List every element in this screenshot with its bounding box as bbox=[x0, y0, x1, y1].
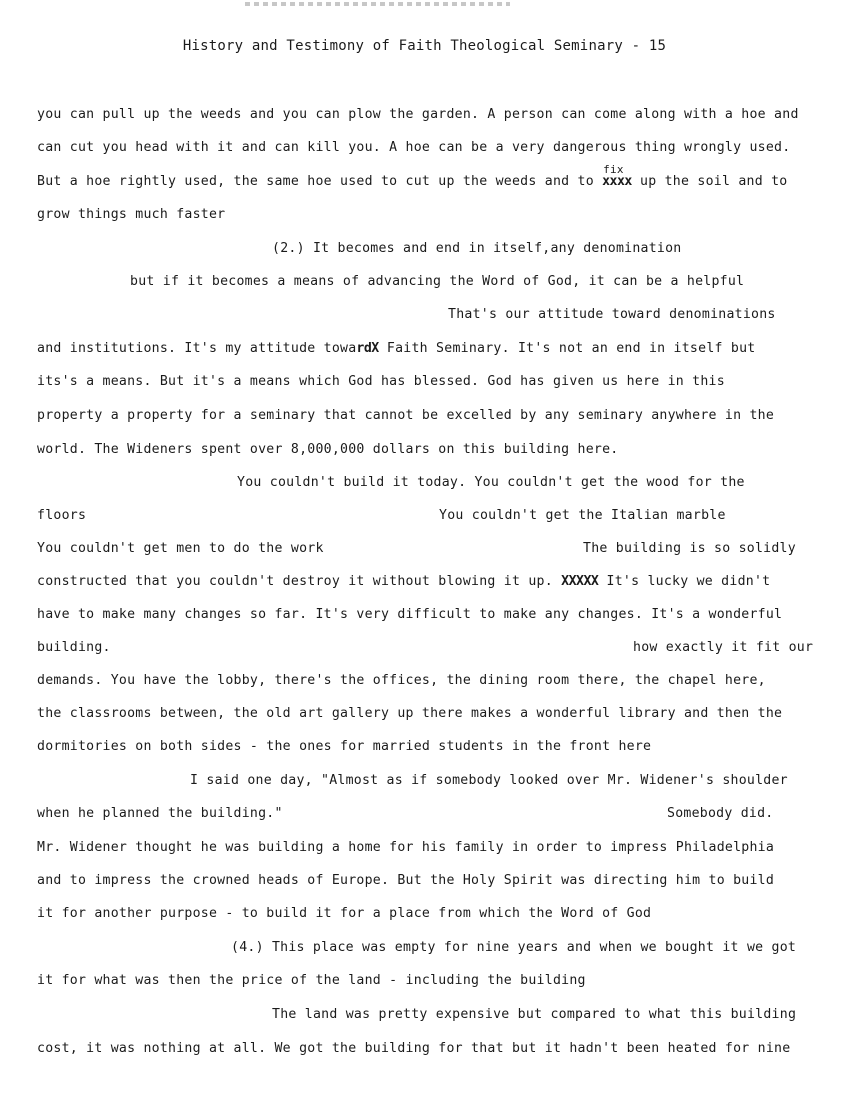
text-line: and to impress the crowned heads of Europe. But the Holy Spirit was directing him to build bbox=[37, 873, 775, 888]
text-line: (2.) It becomes and end in itself,any denomination bbox=[272, 241, 682, 256]
text-line: it for another purpose - to build it for a place from which the Word of God bbox=[37, 906, 652, 921]
text-segment: Faith Seminary. It's not an end in itself but bbox=[378, 341, 756, 356]
text-line: can cut you head with it and can kill you. A hoe can be a very dangerous thing wrongly used. bbox=[37, 140, 791, 155]
text-line: grow things much faster bbox=[37, 207, 226, 222]
text-line: world. The Wideners spent over 8,000,000 dollars on this building here. bbox=[37, 442, 619, 457]
handwritten-correction bbox=[602, 163, 632, 191]
text-line bbox=[37, 163, 788, 191]
text-segment: up the soil and to bbox=[631, 174, 788, 189]
text-line: Mr. Widener thought he was building a home for his family in order to impress Philadelphia bbox=[37, 840, 775, 855]
page-header: History and Testimony of Faith Theological Seminary - 15 bbox=[182, 38, 667, 54]
text-segment: But a hoe rightly used, the same hoe used to cut up the weeds and to bbox=[37, 174, 603, 189]
text-line: when he planned the building." bbox=[37, 806, 283, 821]
text-line: (4.) This place was empty for nine years and when we bought it we got bbox=[231, 940, 797, 955]
text-segment: and institutions. It's my attitude towa bbox=[37, 341, 357, 356]
scan-artifact bbox=[245, 2, 510, 6]
text-line: it for what was then the price of the land - including the building bbox=[37, 973, 586, 988]
text-line: its's a means. But it's a means which God has blessed. God has given us here in this bbox=[37, 374, 725, 389]
text-line: how exactly it fit our bbox=[633, 640, 814, 655]
text-line: dormitories on both sides - the ones for married students in the front here bbox=[37, 739, 652, 754]
text-line bbox=[37, 340, 755, 358]
struck-text: XXXXX bbox=[561, 574, 599, 589]
text-line: You couldn't get men to do the work bbox=[37, 541, 324, 556]
text-line: That's our attitude toward denominations bbox=[448, 307, 776, 322]
text-line: demands. You have the lobby, there's the offices, the dining room there, the chapel here, bbox=[37, 673, 766, 688]
struck-text: rdX bbox=[356, 341, 379, 356]
text-line: You couldn't get the Italian marble bbox=[439, 508, 726, 523]
text-line: Somebody did. bbox=[667, 806, 774, 821]
text-line: have to make many changes so far. It's very difficult to make any changes. It's a wonderful bbox=[37, 607, 783, 622]
text-segment: It's lucky we didn't bbox=[598, 574, 771, 589]
struck-text: xxxx bbox=[602, 174, 632, 189]
text-line: property a property for a seminary that cannot be excelled by any seminary anywhere in the bbox=[37, 408, 775, 423]
text-line: floors bbox=[37, 508, 87, 523]
text-line: I said one day, "Almost as if somebody looked over Mr. Widener's shoulder bbox=[190, 773, 788, 788]
text-line: cost, it was nothing at all. We got the building for that but it hadn't been heated for nine bbox=[37, 1041, 791, 1056]
text-line: but if it becomes a means of advancing the Word of God, it can be a helpful bbox=[130, 274, 745, 289]
correction-text: fix bbox=[603, 163, 624, 176]
text-line: You couldn't build it today. You couldn't get the wood for the bbox=[237, 475, 745, 490]
text-line: The land was pretty expensive but compared to what this building bbox=[272, 1007, 797, 1022]
text-line: you can pull up the weeds and you can plow the garden. A person can come along with a hoe and bbox=[37, 107, 799, 122]
text-line: the classrooms between, the old art gallery up there makes a wonderful library and then the bbox=[37, 706, 783, 721]
text-line: The building is so solidly bbox=[583, 541, 796, 556]
text-line bbox=[37, 573, 770, 591]
text-segment: constructed that you couldn't destroy it without blowing it up. bbox=[37, 574, 562, 589]
text-line: building. bbox=[37, 640, 111, 655]
